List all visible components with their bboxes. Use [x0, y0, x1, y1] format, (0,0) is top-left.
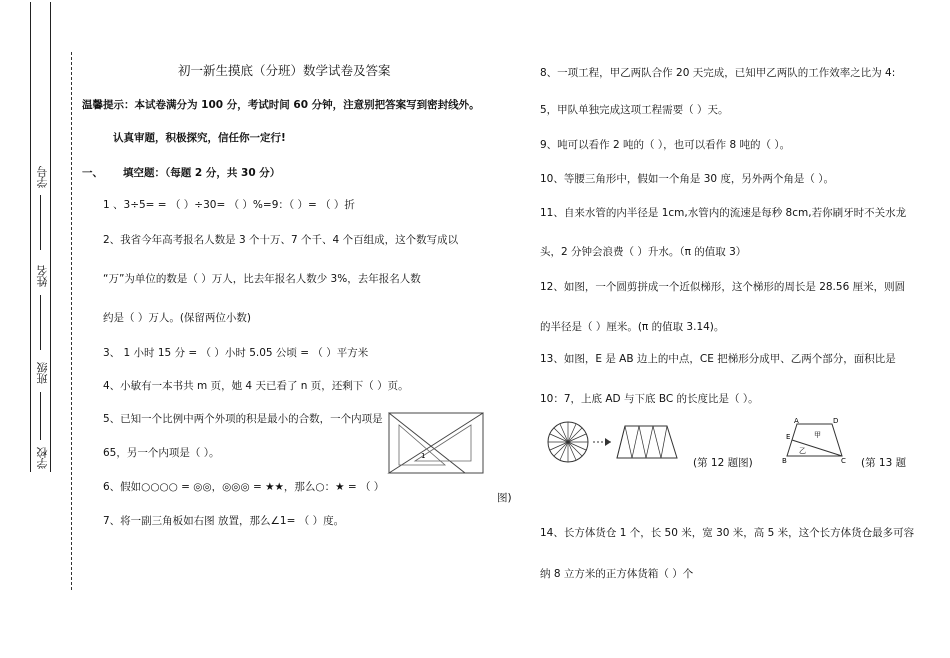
question-13-line2: 10：7，上底 AD 与下底 BC 的长度比是（ ）。	[540, 393, 759, 405]
page-title: 初一新生摸底（分班）数学试卷及答案	[178, 63, 391, 78]
question-7: 7、将一副三角板如右图 放置，那么∠1= （ ）度。	[103, 515, 345, 527]
label-class: 班级	[36, 362, 49, 384]
question-3: 3、 1 小时 15 分 = （ ）小时 5.05 公顷 = （ ）平方米	[103, 347, 369, 359]
question-8-line2: 5，甲队单独完成这项工程需要（ ）天。	[540, 104, 729, 116]
blank-class	[40, 392, 41, 440]
figure-12-caption: (第 12 题图)	[693, 457, 753, 469]
label-e: E	[786, 433, 791, 441]
question-8-line1: 8、一项工程，甲乙两队合作 20 天完成，已知甲乙两队的工作效率之比为 4:	[540, 67, 896, 79]
label-school: 学校	[36, 447, 49, 469]
label-c: C	[841, 457, 846, 464]
angle-label: 1	[421, 452, 426, 460]
figure-13-caption-tail: 图)	[497, 492, 512, 504]
label-yi: 乙	[799, 447, 806, 455]
question-2-line2: “万”为单位的数是（ ）万人，比去年报名人数少 3%，去年报名人数	[103, 273, 421, 285]
seal-line-solid	[30, 2, 31, 472]
blank-name	[40, 295, 41, 350]
question-12-line1: 12、如图，一个圆剪拼成一个近似梯形，这个梯形的周长是 28.56 厘米，则圆	[540, 281, 906, 293]
question-5-line2: 65，另一个内项是（ ）。	[103, 447, 220, 459]
triangle-rulers-figure	[385, 405, 495, 477]
question-2-line3: 约是（ ）万人。(保留两位小数)	[103, 312, 252, 324]
question-5-line1: 5、已知一个比例中两个外项的积是最小的合数，一个内项是	[103, 413, 383, 425]
circle-to-trapezoid-figure	[545, 420, 685, 466]
question-9: 9、吨可以看作 2 吨的（ ），也可以看作 8 吨的（ ）。	[540, 139, 791, 151]
label-jia: 甲	[814, 431, 821, 439]
figure-13-caption: (第 13 题	[861, 457, 907, 469]
question-14-line2: 纳 8 立方米的正方体货箱（ ）个	[540, 568, 694, 580]
question-10: 10、等腰三角形中，假如一个角是 30 度，另外两个角是（ ）。	[540, 173, 834, 185]
question-2-line1: 2、我省今年高考报名人数是 3 个十万、7 个千、4 个百组成，这个数写成以	[103, 234, 459, 246]
question-6: 6、假如○○○○ = ◎◎，◎◎◎ = ★★，那么○：★ = （ ）	[103, 481, 385, 493]
question-1: 1 、3÷5= = （ ）÷30= （ ）%=9：（ ）= （ ）折	[103, 199, 355, 211]
question-4: 4、小敏有一本书共 m 页，她 4 天已看了 n 页，还剩下（ ）页。	[103, 380, 409, 392]
question-13-line1: 13、如图，E 是 AB 边上的中点，CE 把梯形分成甲、乙两个部分，面积比是	[540, 353, 896, 365]
section-number: 一、	[82, 167, 103, 179]
label-d: D	[833, 417, 839, 425]
question-12-line2: 的半径是（ ）厘米。(π 的值取 3.14)。	[540, 321, 725, 333]
label-name: 姓名	[36, 265, 49, 287]
question-14-line1: 14、长方体货仓 1 个，长 50 米，宽 30 米，高 5 米，这个长方体货仓最多可容	[540, 527, 915, 539]
section-title: 填空题：（每题 2 分，共 30 分）	[123, 167, 281, 179]
seal-line-solid-2	[50, 2, 51, 472]
blank-student-number	[40, 195, 41, 250]
seal-line-dashed	[71, 52, 72, 590]
motto-text: 认真审题，积极探究，信任你一定行!	[113, 132, 286, 144]
label-student-number: 学号	[36, 166, 49, 188]
label-a: A	[794, 417, 799, 425]
question-11-line1: 11、自来水管的内半径是 1cm,水管内的流速是每秒 8cm,若你刷牙时不关水龙	[540, 207, 907, 219]
tips-text: 温馨提示：本试卷满分为 100 分，考试时间 60 分钟，注意别把答案写到密封线外。	[82, 99, 480, 111]
label-b: B	[782, 457, 787, 464]
trapezoid-figure	[782, 416, 852, 464]
question-11-line2: 头，2 分钟会浪费（ ）升水。（π 的值取 3）	[540, 246, 747, 258]
